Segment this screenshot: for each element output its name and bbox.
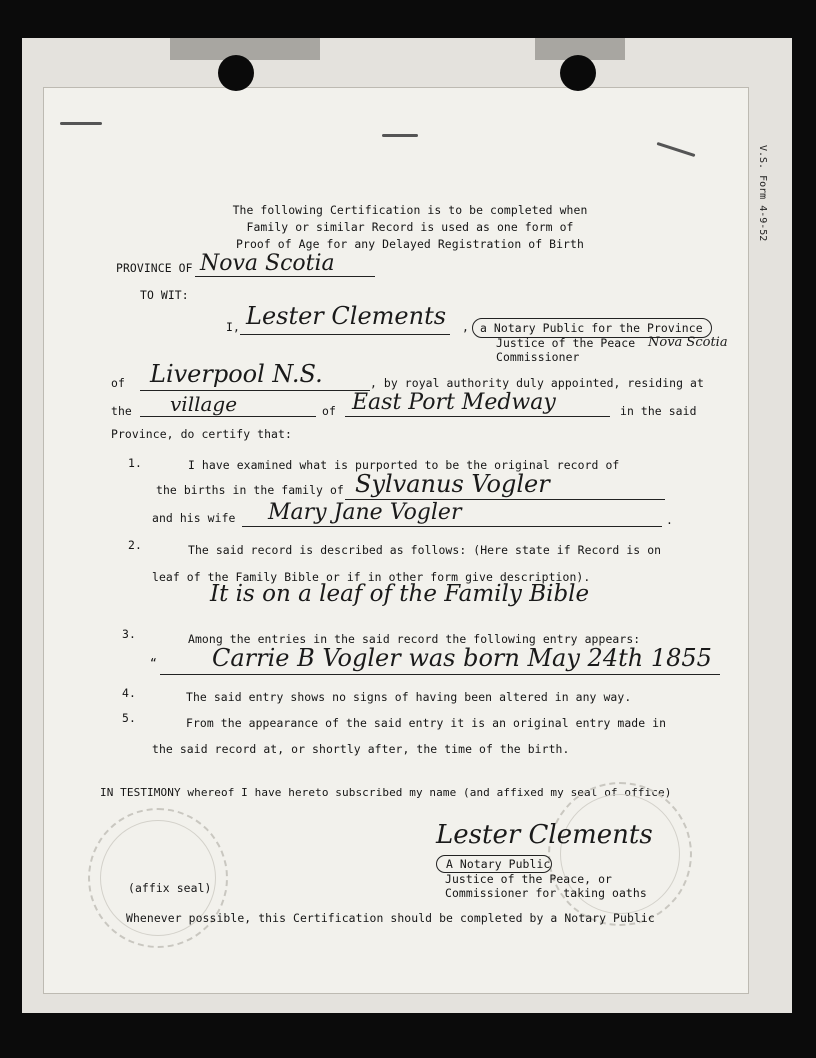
embossed-seal [548, 782, 692, 926]
role-commissioner: Commissioner [496, 350, 580, 364]
staple-mark [382, 134, 418, 137]
residence-place-line [345, 416, 610, 417]
in-said-label: in the said [620, 404, 697, 418]
of-label: of [111, 376, 125, 390]
testimony-text: IN TESTIMONY whereof I have hereto subscribed my name (and affixed my seal of office) [100, 786, 672, 799]
item-1-line-3: and his wife [152, 511, 236, 525]
item-2-line-1: The said record is described as follows: (Here state if Record is on [188, 543, 662, 557]
item-1-number: 1. [128, 456, 142, 470]
header-line-3: Proof of Age for any Delayed Registration of Birth [236, 237, 584, 251]
item-1-line-2: the births in the family of [156, 483, 344, 497]
item-1-line-1: I have examined what is purported to be the original record of [188, 458, 620, 472]
signer-role-justice: Justice of the Peace, or [445, 872, 612, 886]
birth-entry-line [160, 674, 720, 675]
residence-place: East Port Medway [352, 390, 556, 415]
birth-entry: Carrie B Vogler was born May 24th 1855 [212, 644, 712, 672]
item-4-line-1: The said entry shows no signs of having been altered in any way. [186, 690, 632, 704]
item-3-number: 3. [122, 627, 136, 641]
record-description: It is on a leaf of the Family Bible [210, 581, 590, 607]
item-2-number: 2. [128, 538, 142, 552]
punch-hole [560, 55, 596, 91]
header-line-1: The following Certification is to be completed when [232, 203, 588, 217]
of-value: Liverpool N.S. [150, 360, 323, 388]
of2-label: of [322, 404, 336, 418]
province-value: Nova Scotia [200, 251, 335, 276]
item-2-line-2: leaf of the Family Bible or if in other form give description). [152, 570, 591, 584]
affix-seal-label: (affix seal) [128, 881, 212, 895]
province-certify: Province, do certify that: [111, 427, 292, 441]
wife-name-line [242, 526, 662, 527]
item-1-end: . [666, 513, 673, 527]
province-label: PROVINCE OF [116, 261, 193, 275]
quote-mark: “ [150, 656, 157, 670]
signature: Lester Clements [436, 820, 653, 850]
residence-type-line [140, 416, 316, 417]
of-line [140, 390, 370, 391]
officer-name: Lester Clements [246, 302, 447, 330]
footer-note: Whenever possible, this Certification should be completed by a Notary Public [126, 911, 655, 925]
item-3-line-1: Among the entries in the said record the following entry appears: [188, 632, 641, 646]
role-justice: Justice of the Peace [496, 336, 636, 350]
appointed-text: , by royal authority duly appointed, residing at [370, 376, 704, 390]
to-wit-label: TO WIT: [140, 288, 189, 302]
header-line-2: Family or similar Record is used as one form of [246, 220, 574, 234]
punch-hole [218, 55, 254, 91]
residence-type: village [170, 392, 238, 416]
i-label: I, [226, 320, 240, 334]
embossed-seal [88, 808, 228, 948]
item-5-line-1: From the appearance of the said entry it is an original entry made in [186, 716, 667, 730]
officer-name-line [240, 334, 450, 335]
signer-role-notary: A Notary Public [446, 857, 551, 871]
form-number: V.S. Form 4-9-52 [757, 145, 768, 242]
signer-role-commissioner: Commissioner for taking oaths [445, 886, 647, 900]
wife-name: Mary Jane Vogler [268, 500, 462, 525]
the-label: the [111, 404, 132, 418]
province-line [195, 276, 375, 277]
officer-comma: , [462, 320, 469, 334]
staple-mark [60, 122, 102, 125]
item-5-line-2: the said record at, or shortly after, the time of the birth. [152, 742, 570, 756]
family-name: Sylvanus Vogler [355, 470, 550, 498]
role-province-handwritten: Nova Scotia [648, 335, 728, 350]
role-notary: a Notary Public for the Province [480, 321, 703, 335]
item-5-number: 5. [122, 711, 136, 725]
item-4-number: 4. [122, 686, 136, 700]
